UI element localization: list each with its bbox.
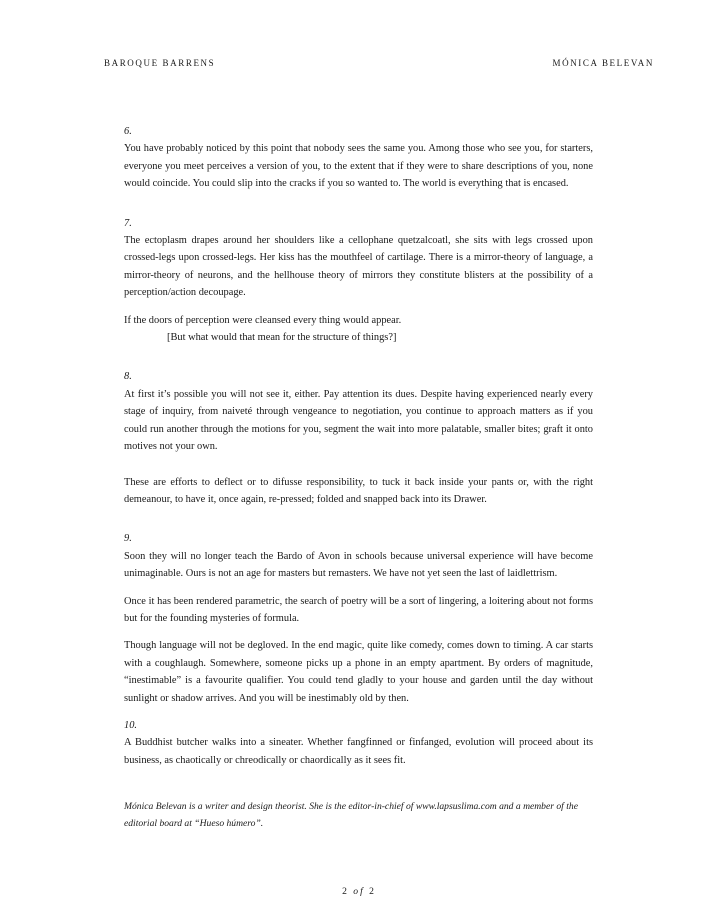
- quote-line: If the doors of perception were cleansed every thing would appear.: [124, 314, 402, 326]
- section-number: 8.: [124, 371, 132, 383]
- bracketed-note: [But what would that mean for the structure of things?]: [167, 332, 397, 344]
- total-pages: 2: [369, 886, 376, 897]
- section-number: 7.: [124, 217, 132, 229]
- header-author: MÓNICA BELEVAN: [552, 58, 654, 68]
- paragraph: The ectoplasm drapes around her shoulders like a cellophane quetzalcoatl, she sits with legs crossed upon crossed-legs upon crossed-legs. Her kiss has the mouthfeel of cartilage. There is a mirror-theory of language, a mirror-theory of neurons, and the hellhouse theory of mirrors they constitute blisters at the possibility of a perception/action decoupage.: [124, 235, 593, 299]
- section-number: 10.: [124, 719, 137, 731]
- paragraph: Once it has been rendered parametric, the search of poetry will be a sort of lingering, a loitering about not forms but for the founding mysteries of formula.: [124, 595, 593, 624]
- page-of: of: [353, 886, 365, 897]
- paragraph: Though language will not be degloved. In the end magic, quite like comedy, comes down to timing. A car starts with a coughlaugh. Somewhere, someone picks up a phone in an empty apartment. By orders of magnitude, “inestimable” is a favourite qualifier. You could tend gladly to your house and garden until the day without sunlight or shadow arrives. And you will be inestimably old by then.: [124, 640, 593, 704]
- paragraph: At first it’s possible you will not see it, either. Pay attention its dues. Despite having experienced nearly every stage of inquiry, from naiveté through vengeance to negotiation, you continue to approach matters as if you could run another through the motions for you, segment the wait into more palatable, smaller bites; graft it onto motives not your own.: [124, 388, 593, 453]
- author-bio: Mónica Belevan is a writer and design theorist. She is the editor-in-chief of www.lapsuslima.com and a member of the editorial board at “Hueso húmero”.: [124, 801, 578, 830]
- paragraph: You have probably noticed by this point that nobody sees the same you. Among those who see you, for starters, everyone you meet perceives a version of you, to the extent that if they were to share descriptions of you, none would coincide. You could slip into the cracks if you so wanted to. The world is everything that is encased.: [124, 143, 593, 190]
- body-text: [124, 123, 593, 769]
- running-header: [104, 58, 654, 68]
- quote-block: [124, 312, 593, 347]
- paragraph: A Buddhist butcher walks into a sineater. Whether fangfinned or finfanged, evolution will proceed about its business, as chaotically or chreodically or chaordically as it sees fit.: [124, 737, 593, 766]
- section-number: 6.: [124, 126, 132, 137]
- paragraph: These are efforts to deflect or to difusse responsibility, to tuck it back inside your pants or, with the right demeanour, to have it, once again, re-pressed; folded and snapped back into its Drawer.: [124, 476, 593, 505]
- paragraph: Soon they will no longer teach the Bardo of Avon in schools because universal experience will have become unimaginable. Ours is not an age for masters but remasters. We have not yet seen the last of laidlettrism.: [124, 550, 593, 580]
- page-number: [0, 886, 718, 897]
- current-page: 2: [342, 886, 349, 897]
- section-number: 9.: [124, 533, 132, 545]
- header-title: BAROQUE BARRENS: [104, 58, 216, 68]
